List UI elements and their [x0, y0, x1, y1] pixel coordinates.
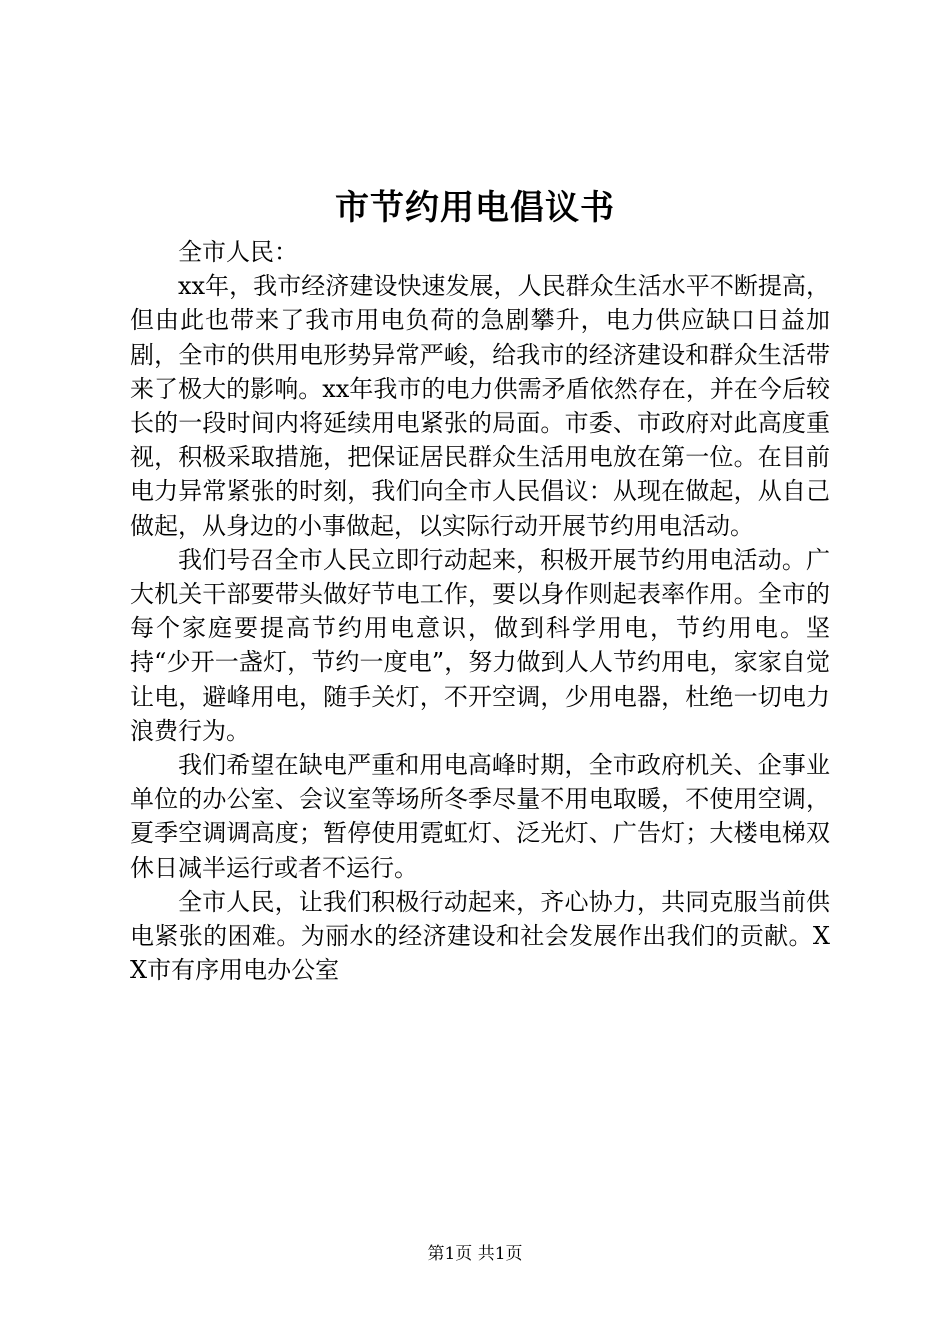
page-number-footer: 第1页 共1页: [427, 1244, 523, 1264]
paragraph-2: 我们号召全市人民立即行动起来，积极开展节约用电活动。广大机关干部要带头做好节电工作，要以身作则起表率作用。全市的每个家庭要提高节约用电意识，做到科学用电，节约用电。坚持“少开一盏灯，节约一度电”，努力做到人人节约用电，家家自觉让电，避峰用电，随手关灯，不开空调，少用电器，杜绝一切电力浪费行为。: [130, 545, 830, 745]
greeting: 全市人民：: [178, 238, 298, 266]
document-title: 市节约用电倡议书: [335, 188, 615, 228]
paragraph-1: xx年，我市经济建设快速发展，人民群众生活水平不断提高，但由此也带来了我市用电负荷的急剧攀升，电力供应缺口日益加剧，全市的供用电形势异常严峻，给我市的经济建设和群众生活带来了极大的影响。xx年我市的电力供需矛盾依然存在，并在今后较长的一段时间内将延续用电紧张的局面。市委、市政府对此高度重视，积极采取措施，把保证居民群众生活用电放在第一位。在目前电力异常紧张的时刻，我们向全市人民倡议：从现在做起，从自己做起，从身边的小事做起，以实际行动开展节约用电活动。: [130, 272, 830, 540]
paragraph-4: 全市人民，让我们积极行动起来，齐心协力，共同克服当前供电紧张的困难。为丽水的经济建设和社会发展作出我们的贡献。XX市有序用电办公室: [130, 887, 830, 985]
paragraph-3: 我们希望在缺电严重和用电高峰时期，全市政府机关、企事业单位的办公室、会议室等场所冬季尽量不用电取暖，不使用空调，夏季空调调高度；暂停使用霓虹灯、泛光灯、广告灯；大楼电梯双休日减半运行或者不运行。: [130, 751, 830, 882]
document-body: [130, 235, 830, 987]
